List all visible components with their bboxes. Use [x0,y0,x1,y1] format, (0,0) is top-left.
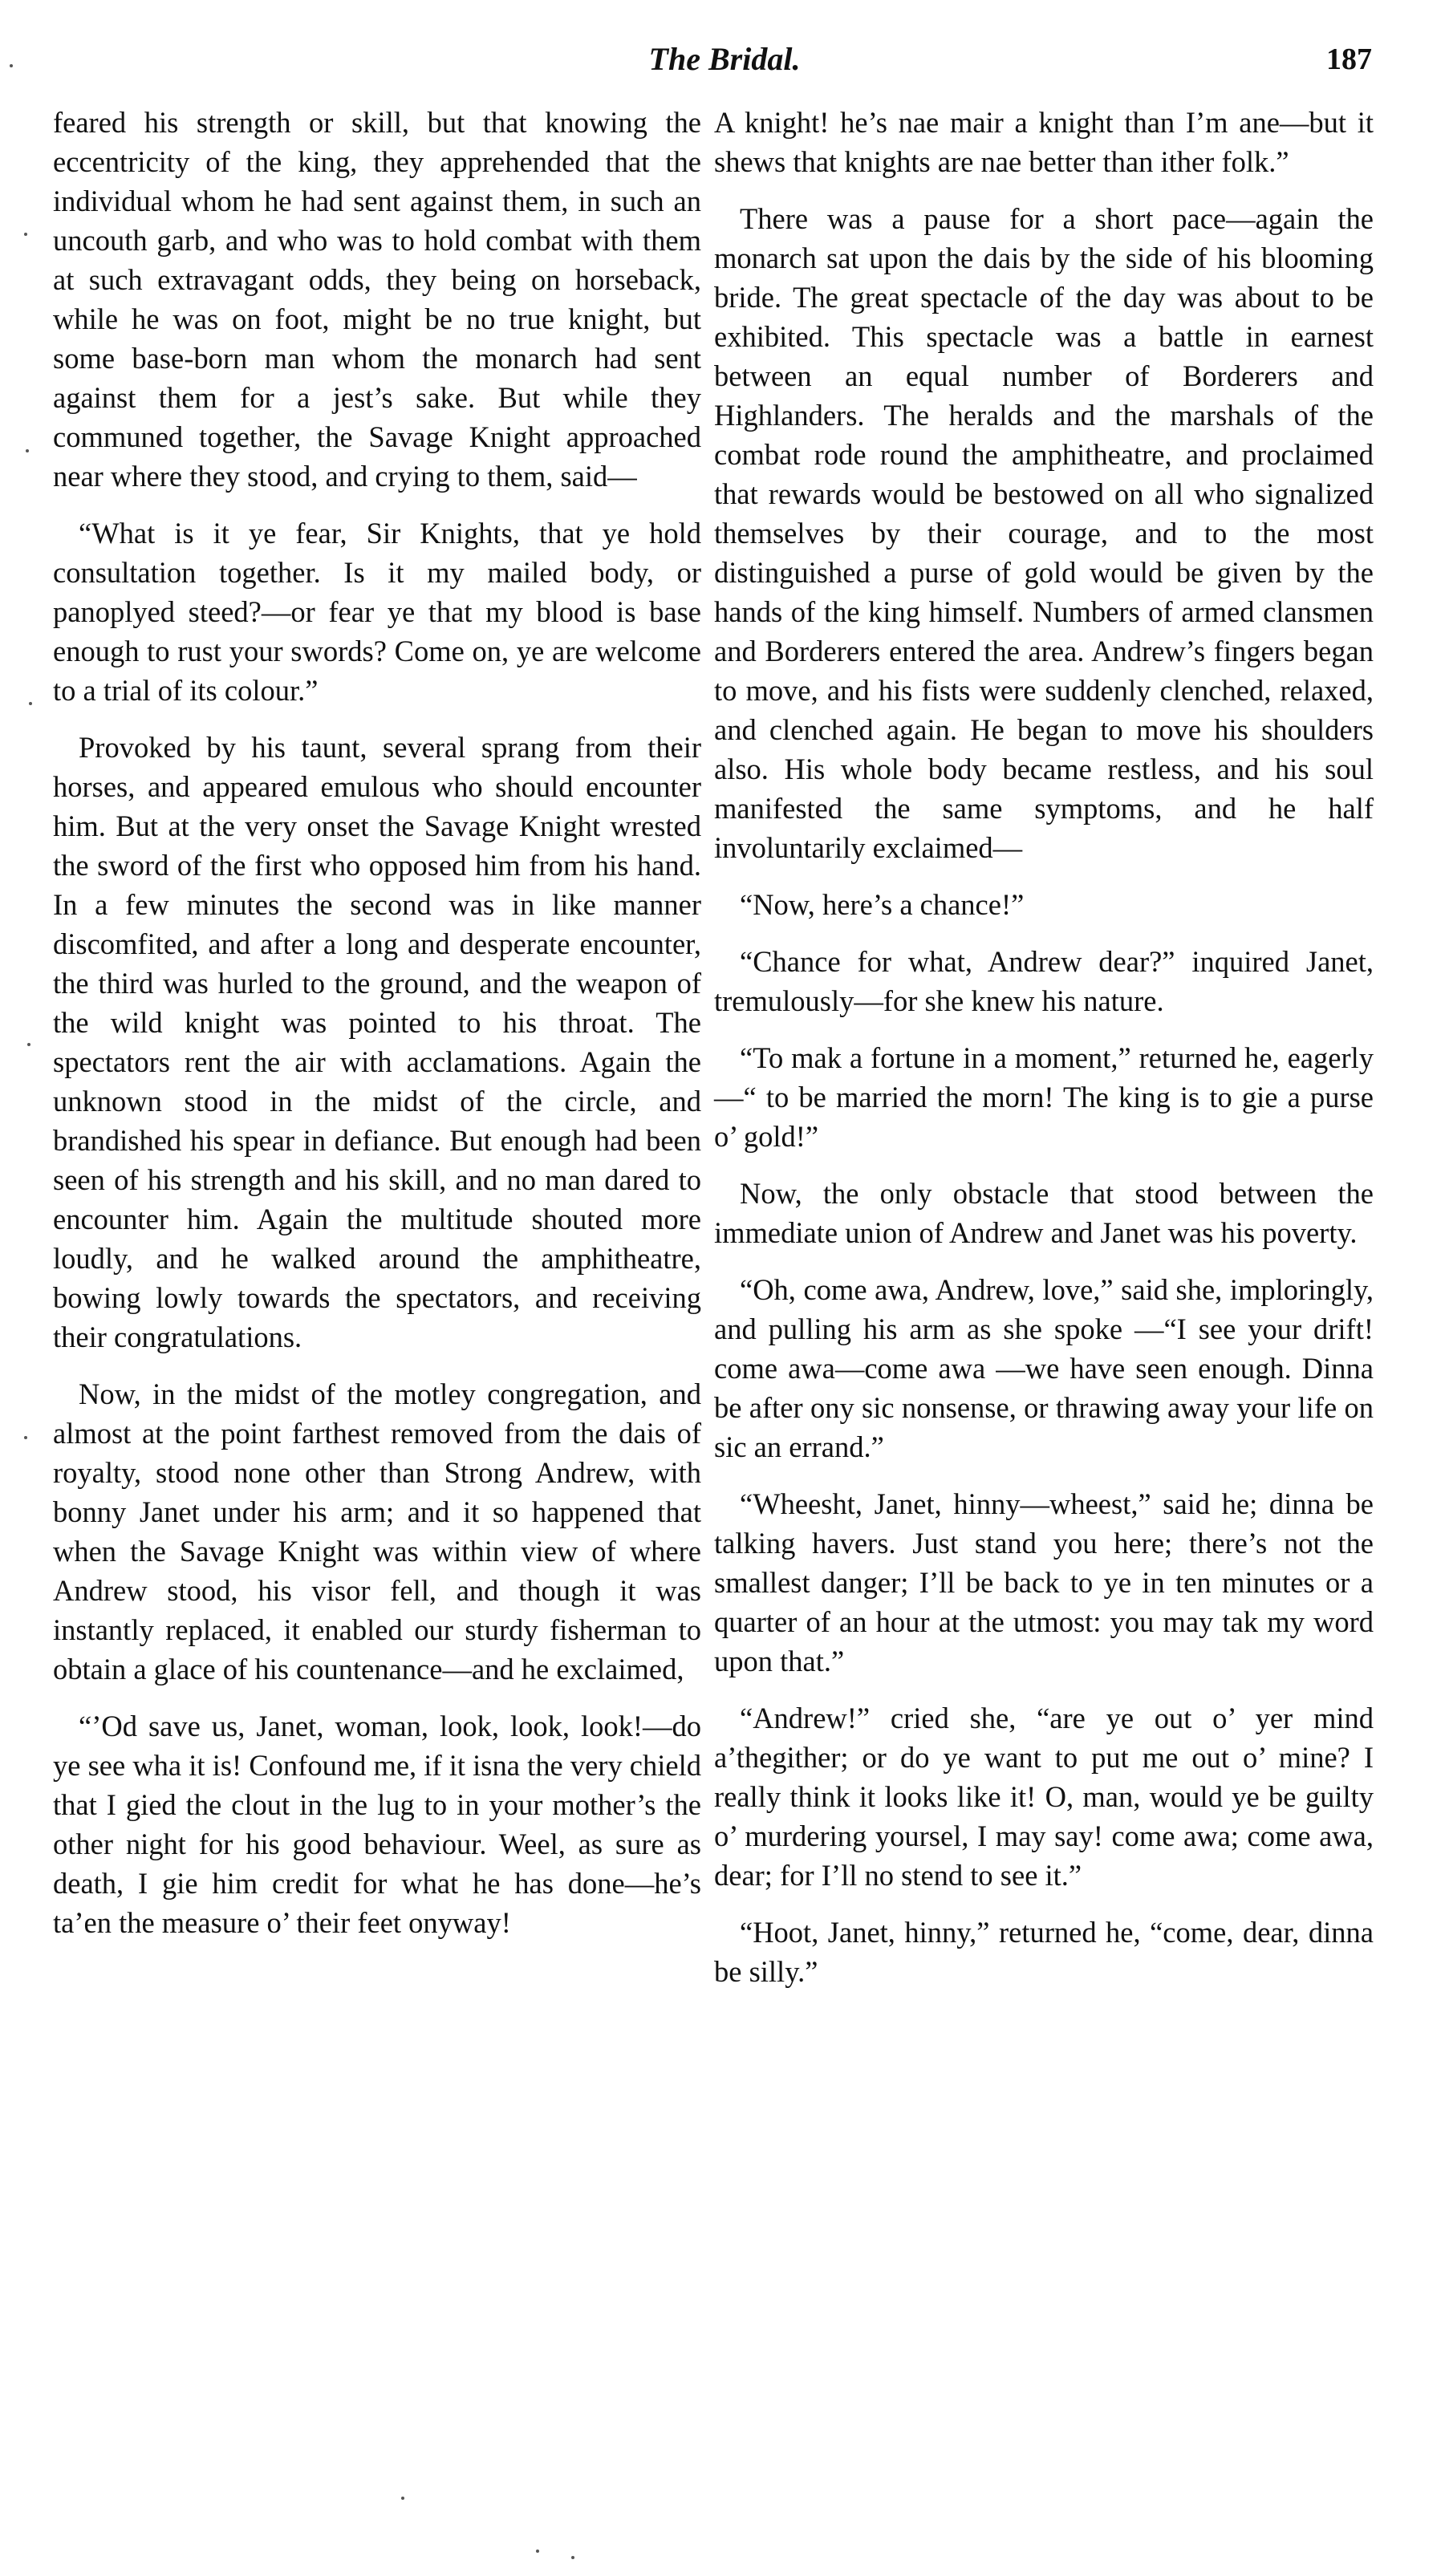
paragraph-wheesht: “Wheesht, Janet, hinny—wheest,” said he; dinna be talking havers. Just stand you here; there’s not the smallest danger; I’ll be back to ye in ten minutes or a quarter of an hour at the utmost: you may tak my word upon that.” [714,1487,1374,1677]
paragraph-spectacle: There was a pause for a short pace—again the monarch sat upon the dais by the side of his blooming bride. The great spectacle of the day was about to be exhibited. This spectacle was a battle in earnest between an equal number of Borderers and Highlanders. The heralds and the marshals of the combat rode round the amphitheatre, and proclaimed that rewards would be bestowed on all who signalized themselves by their courage, and to the most distinguished a purse of gold would be given by the hands of the king himself. Numbers of armed clansmen and Borderers entered the area. Andrew’s fingers began to move, and his fists were suddenly clenched, relaxed, and clenched again. He began to move his shoulders also. His whole body became restless, and his soul manifested the same symptoms, and he half involuntarily exclaimed— [714,202,1374,864]
speck [24,233,27,236]
left-column [53,103,701,1960]
speck [27,1043,30,1046]
paragraph-andrew-cried: “Andrew!” cried she, “are ye out o’ yer mind a’thegither; or do ye want to put me out o’ mine? I really think it looks like it! O, man, would ye be guilty o’ murdering yoursel, I may say! come awa; come awa, dear; for I’ll no stend to see it.” [714,1702,1374,1892]
paragraph-come-awa: “Oh, come awa, Andrew, love,” said she, imploringly, and pulling his arm as she spoke —“I see your drift! come awa—come awa —we have seen enough. Dinna be after ony sic nonsense, or thrawing away your life on sic an errand.” [714,1273,1374,1463]
running-title: The Bridal. [648,41,801,77]
paragraph-knight-speech: “What is it ye fear, Sir Knights, that ye hold consultation together. Is it my mailed body, or panoplyed steed?—or fear ye that my blood is base enough to rust your swords? Come on, ye are welcome to a trial of its colour.” [53,517,701,707]
page-header [0,39,1449,95]
paragraph-janet-asks: “Chance for what, Andrew dear?” inquired Janet, tremulously—for she knew his nature. [714,945,1374,1017]
paragraph-continuation: feared his strength or skill, but that knowing the eccentricity of the king, they apprehended that the individual whom he had sent against them, in such an uncouth garb, and who was to hold combat with them at such extravagant odds, they being on horseback, while he was on foot, might be no true knight, but some base-born man whom the monarch had sent against them for a jest’s sake. But while they communed together, the Savage Knight approached near where they stood, and crying to them, said— [53,106,701,493]
paragraph-fortune: “To mak a fortune in a moment,” returned he, eagerly—“ to be married the morn! The king is to gie a purse o’ gold!” [714,1041,1374,1153]
speck [536,2550,539,2553]
paragraph-chance: “Now, here’s a chance!” [740,888,1025,921]
page-number: 187 [1326,43,1372,76]
speck [24,1436,27,1439]
speck [571,2556,574,2559]
paragraph-andrew-exclaims: “’Od save us, Janet, woman, look, look, look!—do ye see wha it is! Confound me, if it isna the very chield that I gied the clout in the lug to in your mother’s the other night for his good behaviour. Weel, as sure as death, I gie him credit for what he has done—he’s ta’en the measure o’ their feet onyway! [53,1710,701,1939]
paragraph-strong-andrew: Now, in the midst of the motley congregation, and almost at the point farthest removed from the dais of royalty, stood none other than Strong Andrew, with bonny Janet under his arm; and it so happened that when the Savage Knight was within view of where Andrew stood, his visor fell, and though it was instantly replaced, it enabled our sturdy fisherman to obtain a glace of his countenance—and he exclaimed, [53,1377,701,1686]
paragraph-hoot-janet: “Hoot, Janet, hinny,” returned he, “come, dear, dinna be silly.” [714,1916,1374,1988]
paragraph-continuation-right: A knight! he’s nae mair a knight than I’m ane—but it shews that knights are nae better than ither folk.” [714,106,1374,178]
paragraph-combat: Provoked by his taunt, several sprang from their horses, and appeared emulous who should encounter him. But at the very onset the Savage Knight wrested the sword of the first who opposed him from his hand. In a few minutes the second was in like manner discomfited, and after a long and desperate encounter, the third was hurled to the ground, and the weapon of the wild knight was pointed to his throat. The spectators rent the air with acclamations. Again the unknown stood in the midst of the circle, and brandished his spear in defiance. But enough had been seen of his strength and his skill, and no man dared to encounter him. Again the multitude shouted more loudly, and he walked around the amphitheatre, bowing lowly towards the spectators, and receiving their congratulations. [53,731,701,1353]
paragraph-poverty: Now, the only obstacle that stood between the immediate union of Andrew and Janet was his poverty. [714,1177,1374,1249]
speck [401,2497,404,2500]
right-column [714,103,1374,2009]
speck [29,702,32,705]
speck [26,449,29,452]
